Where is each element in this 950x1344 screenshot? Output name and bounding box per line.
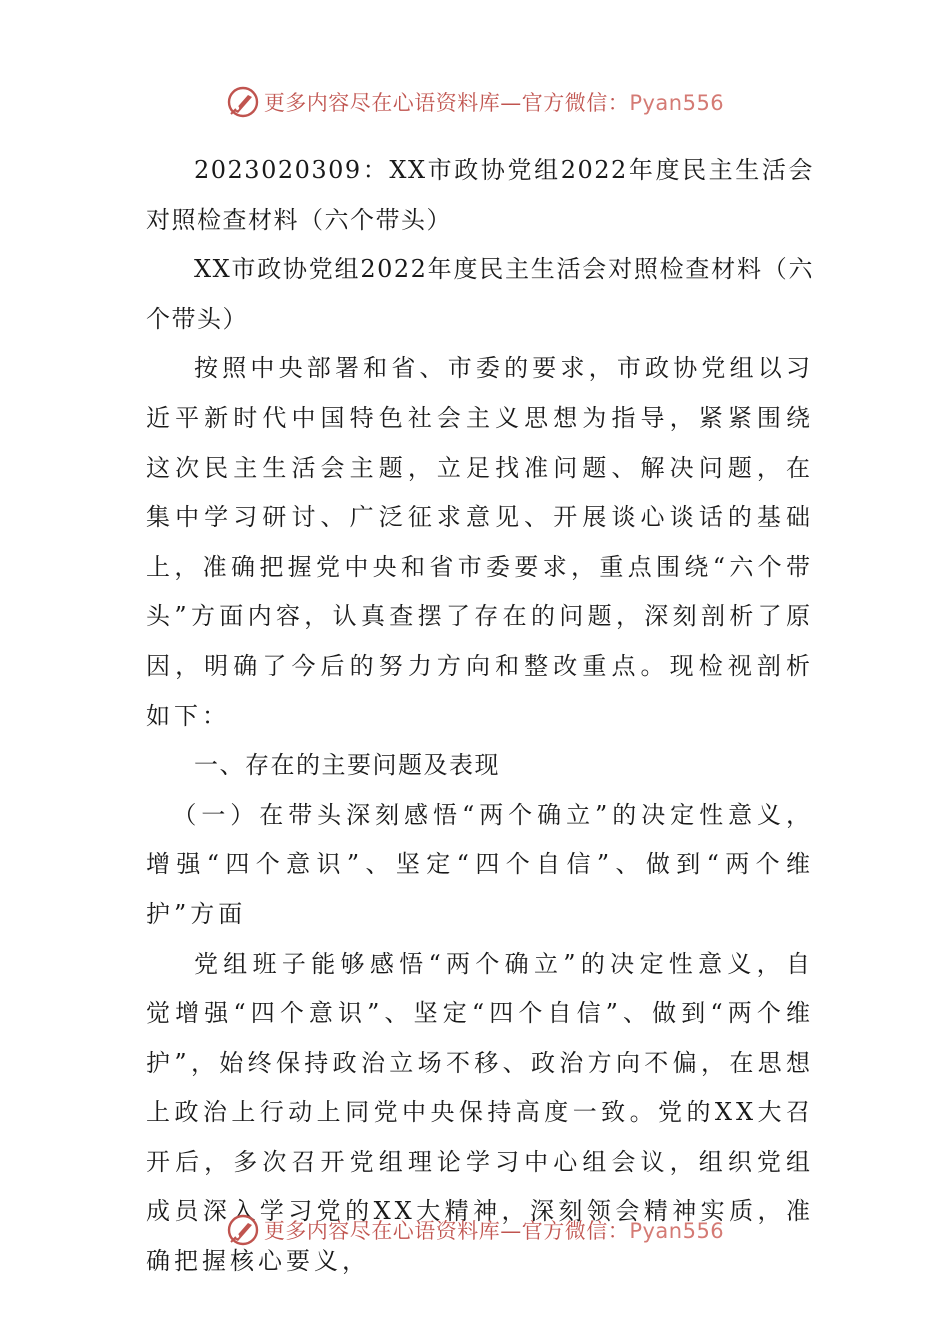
watermark-banner-inner (226, 1213, 724, 1247)
watermark-handle: Pyan556 (629, 91, 725, 115)
intro-paragraph: 按照中央部署和省、市委的要求，市政协党组以习近平新时代中国特色社会主义思想为指导，紧紧围绕这次民主生活会主题，立足找准问题、解决问题，在集中学习研讨、广泛征求意见、开展谈心谈话的基础上，准确把握党中央和省市委要求，重点围绕“六个带头”方面内容，认真查摆了存在的问题，深刻剖析了原因，明确了今后的努力方向和整改重点。现检视剖析如下： (146, 354, 814, 730)
watermark-banner-inner (226, 85, 724, 119)
watermark-banner-top (0, 80, 950, 124)
pen-nib-circle-icon (226, 85, 260, 119)
subsection-heading: （一）在带头深刻感悟“两个确立”的决定性意义，增强“四个意识”、坚定“四个自信”、做到“两个维护”方面 (146, 800, 814, 928)
pen-nib-circle-icon (226, 1213, 260, 1247)
document-subtitle: XX市政协党组2022年度民主生活会对照检查材料（六个带头） (146, 255, 814, 333)
section-heading: 一、存在的主要问题及表现 (194, 751, 500, 780)
document-title-line: 2023020309：XX市政协党组2022年度民主生活会对照检查材料（六个带头） (146, 156, 814, 234)
watermark-banner-bottom (0, 1208, 950, 1252)
watermark-label: 更多内容尽在心语资料库—官方微信： (263, 1219, 630, 1243)
watermark-text (264, 87, 724, 117)
watermark-text (264, 1215, 724, 1245)
watermark-handle: Pyan556 (629, 1219, 725, 1243)
body-paragraph: 党组班子能够感悟“两个确立”的决定性意义，自觉增强“四个意识”、坚定“四个自信”、做到“两个维护”，始终保持政治立场不移、政治方向不偏，在思想上政治上行动上同党中央保持高度一致。党的XX大召开后，多次召开党组理论学习中心组会议，组织党组成员深入学习党的XX大精神，深刻领会精神实质，准确把握核心要义， (146, 949, 814, 1276)
watermark-label: 更多内容尽在心语资料库—官方微信： (263, 91, 630, 115)
document-body (146, 146, 814, 1287)
